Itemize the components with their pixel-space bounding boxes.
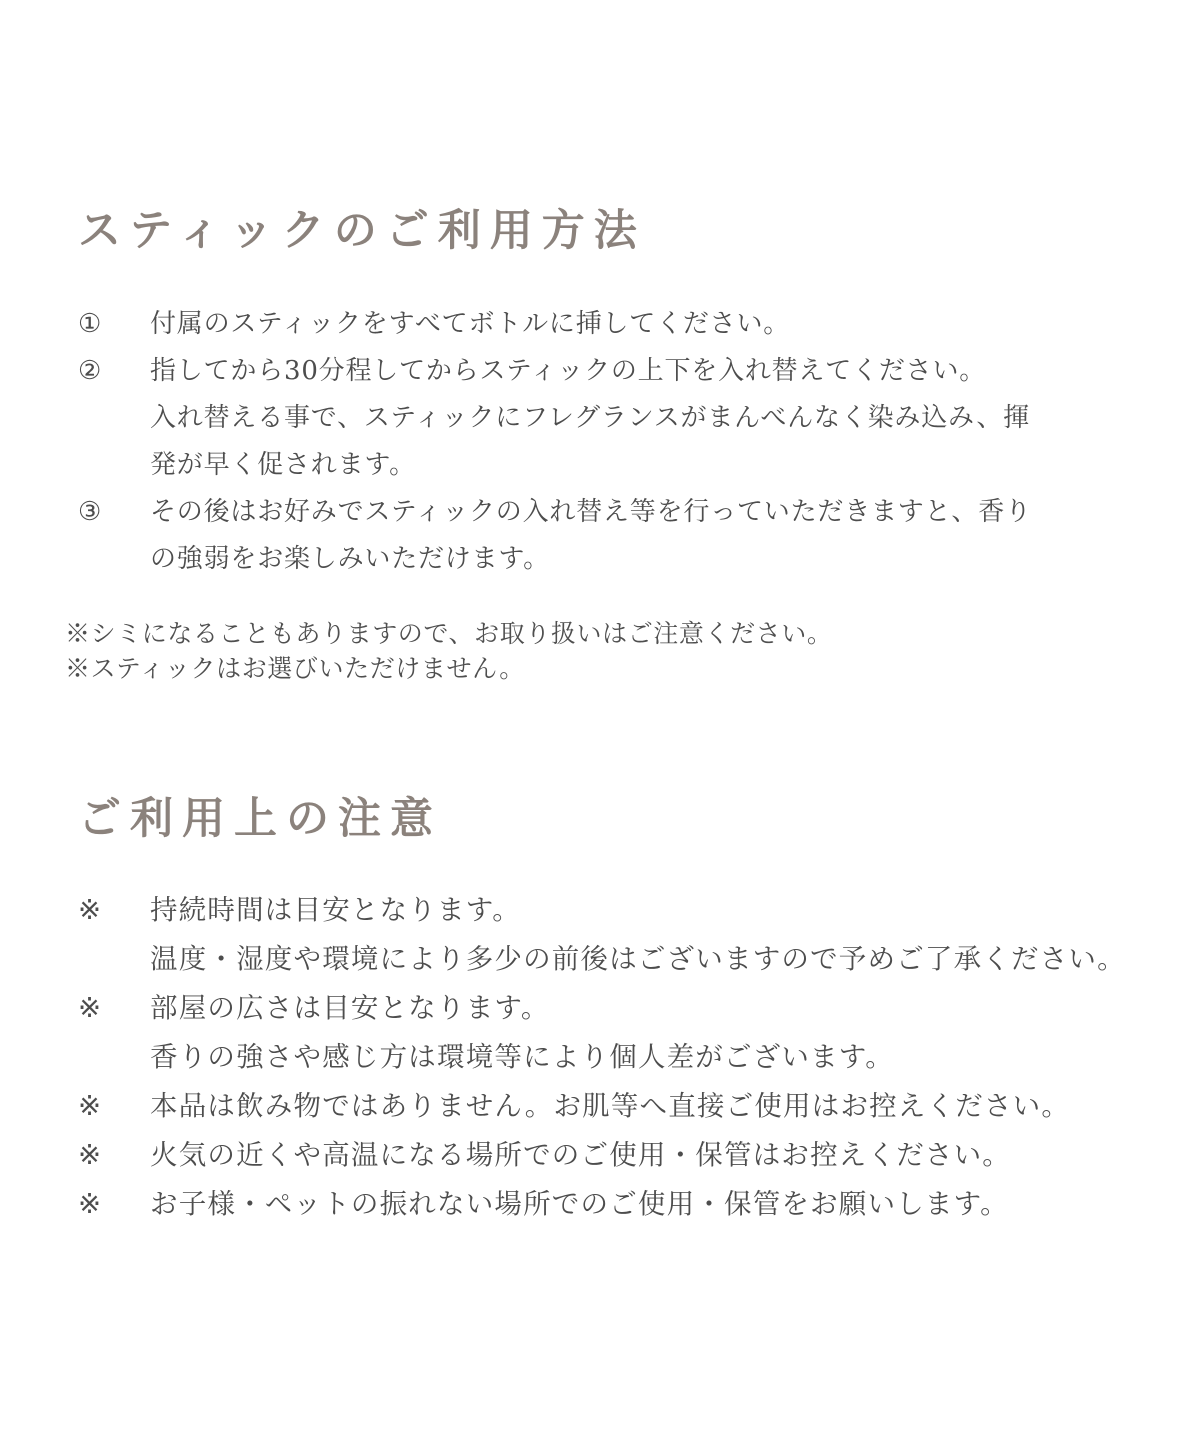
- step-2-text: [150, 348, 1140, 489]
- step-3-text: [150, 489, 1140, 583]
- caution-5-text: [150, 1180, 1140, 1229]
- usage-steps-list: [78, 301, 1140, 583]
- list-item: [78, 886, 1140, 984]
- list-item: [78, 489, 1140, 583]
- text-line: 持続時間は目安となります。: [150, 893, 521, 926]
- text-line: 入れ替える事で、スティックにフレグランスがまんべんなく染み込み、揮: [150, 403, 1030, 434]
- caution-2-text: [150, 984, 1140, 1082]
- step-3-marker: ③: [78, 497, 103, 528]
- text-line: 発が早く促されます。: [150, 450, 416, 481]
- note-line: ※スティックはお選びいただけません。: [65, 654, 525, 684]
- step-2-marker: ②: [78, 356, 103, 387]
- text-line: お子様・ペットの振れない場所でのご使用・保管をお願いします。: [150, 1187, 1009, 1220]
- list-item: [78, 1131, 1140, 1180]
- text-line: 付属のスティックをすべてボトルに挿してください。: [150, 309, 791, 340]
- precautions-list: [78, 886, 1140, 1229]
- list-item: [78, 984, 1140, 1082]
- text-line: の強弱をお楽しみいただけます。: [150, 544, 550, 575]
- text-line: その後はお好みでスティックの入れ替え等を行っていただきますと、香り: [150, 497, 1032, 528]
- text-line: 香りの強さや感じ方は環境等により個人差がございます。: [150, 1040, 894, 1073]
- caution-4-marker: ※: [78, 1138, 103, 1171]
- text-line: 本品は飲み物ではありません。お肌等へ直接ご使用はお控えください。: [150, 1089, 1071, 1122]
- precautions-title: ご利用上の注意: [78, 794, 442, 845]
- caution-1-marker: ※: [78, 893, 103, 926]
- caution-3-text: [150, 1082, 1140, 1131]
- list-item: [78, 1082, 1140, 1131]
- caution-5-marker: ※: [78, 1187, 103, 1220]
- note-line: ※シミになることもありますので、お取り扱いはご注意ください。: [65, 619, 833, 649]
- text-line: 指してから30分程してからスティックの上下を入れ替えてください。: [150, 356, 987, 387]
- step-1-marker: ①: [78, 309, 103, 340]
- usage-notes: [65, 616, 1140, 686]
- caution-1-text: [150, 886, 1140, 984]
- caution-4-text: [150, 1131, 1140, 1180]
- list-item: [78, 348, 1140, 489]
- step-1-text: [150, 301, 1140, 348]
- text-line: 部屋の広さは目安となります。: [150, 991, 550, 1024]
- text-line: 火気の近くや高温になる場所でのご使用・保管はお控えください。: [150, 1138, 1011, 1171]
- stick-usage-title: スティックのご利用方法: [78, 206, 646, 256]
- precautions-section: [78, 796, 1140, 1228]
- caution-2-marker: ※: [78, 991, 103, 1024]
- stick-usage-section: [65, 206, 1140, 686]
- text-line: 温度・湿度や環境により多少の前後はございますので予めご了承ください。: [150, 942, 1126, 975]
- list-item: [78, 301, 1140, 348]
- caution-3-marker: ※: [78, 1089, 103, 1122]
- list-item: [78, 1180, 1140, 1229]
